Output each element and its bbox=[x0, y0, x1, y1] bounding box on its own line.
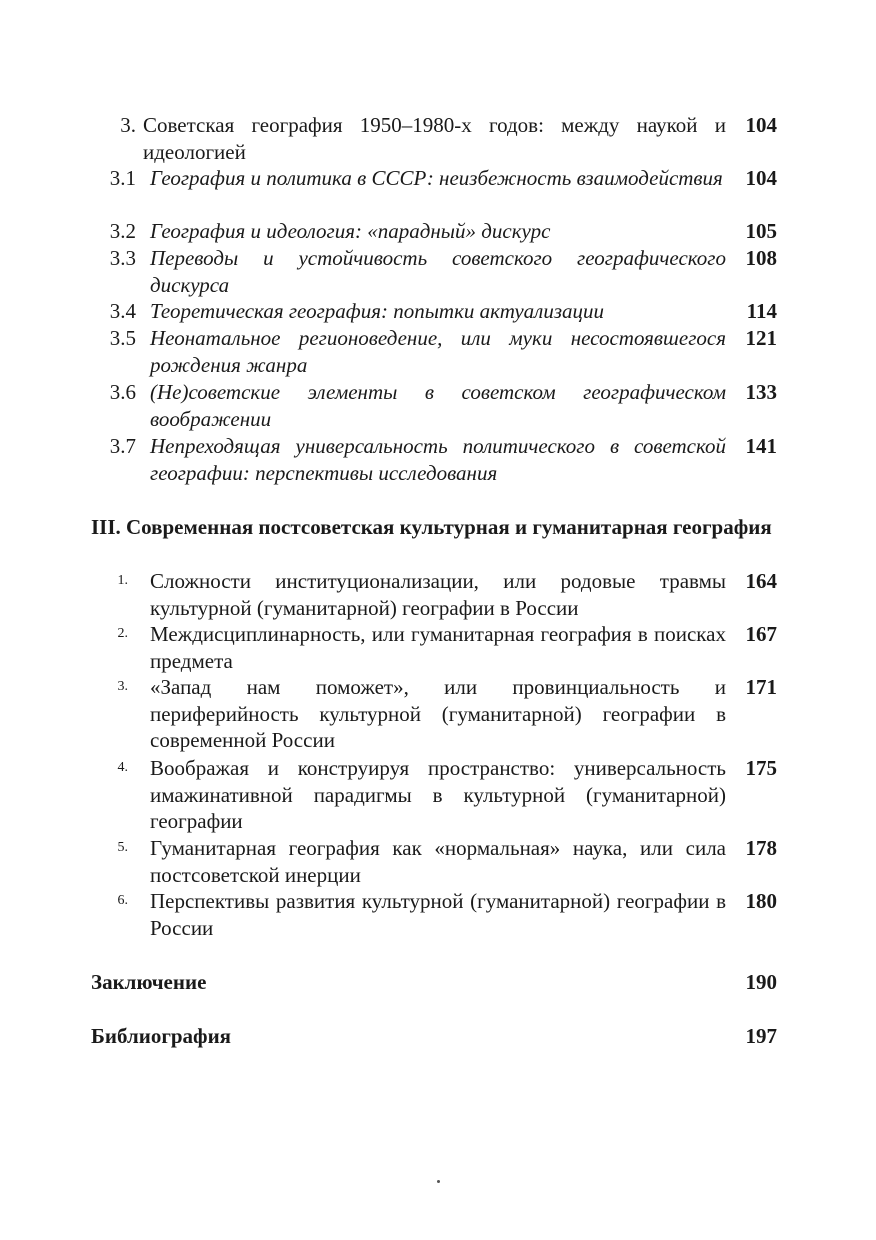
entry-page: 171 bbox=[745, 675, 777, 699]
entry-number: 4. bbox=[117, 760, 128, 775]
bibliography-page: 197 bbox=[745, 1024, 777, 1048]
entry-page: 121 bbox=[745, 326, 777, 350]
entry-number: 2. bbox=[117, 626, 128, 641]
entry-page: 175 bbox=[745, 756, 777, 780]
entry-title: Непреходящая универсальность политического в советской географии: перспективы исследования bbox=[150, 434, 726, 485]
entry-number: 3.5 bbox=[109, 326, 136, 350]
entry-title: Советская география 1950–1980-х годов: между наукой и идеологией bbox=[143, 113, 726, 164]
entry-title: Переводы и устойчивость советского географического дискурса bbox=[150, 246, 726, 297]
entry-page: 141 bbox=[745, 434, 777, 458]
entry-page: 180 bbox=[745, 889, 777, 913]
bibliography-title: Библиография bbox=[91, 1024, 232, 1048]
entry-number: 5. bbox=[117, 840, 128, 855]
entry-title: Неонатальное регионоведение, или муки несостоявшегося рождения жанра bbox=[150, 326, 726, 377]
entry-title: География и идеология: «парадный» дискурс bbox=[150, 219, 551, 243]
entry-title: География и политика в СССР: неизбежность взаимодействия bbox=[150, 166, 723, 190]
entry-page: 104 bbox=[745, 113, 777, 137]
entry-title: Сложности институционализации, или родовые травмы культурной (гуманитарной) географии в России bbox=[150, 569, 726, 620]
entry-title: (Не)советские элементы в советском географическом воображении bbox=[150, 380, 726, 431]
entry-title: Гуманитарная география как «нормальная» наука, или сила постсоветской инерции bbox=[150, 836, 726, 887]
entry-number: 1. bbox=[117, 573, 128, 588]
entry-number: 3. bbox=[120, 113, 136, 137]
section-heading: III. Современная постсоветская культурная и гуманитарная география bbox=[91, 515, 772, 539]
entry-number: 6. bbox=[117, 893, 128, 908]
entry-page: 108 bbox=[745, 246, 777, 270]
entry-title: Теоретическая география: попытки актуализации bbox=[150, 299, 605, 323]
entry-title: Перспективы развития культурной (гуманитарной) географии в России bbox=[150, 889, 726, 940]
entry-page: 105 bbox=[745, 219, 777, 243]
entry-title: Междисциплинарность, или гуманитарная география в поисках предмета bbox=[150, 622, 726, 673]
entry-number: 3.1 bbox=[109, 166, 136, 190]
entry-number: 3. bbox=[117, 679, 128, 694]
entry-page: 178 bbox=[745, 836, 777, 860]
entry-number: 3.7 bbox=[109, 434, 136, 458]
entry-number: 3.2 bbox=[109, 219, 136, 243]
entry-number: 3.6 bbox=[109, 380, 136, 404]
conclusion-page: 190 bbox=[745, 970, 777, 994]
entry-page: 114 bbox=[746, 299, 777, 323]
entry-page: 164 bbox=[745, 569, 777, 593]
entry-number: 3.4 bbox=[109, 299, 136, 323]
entry-title: Воображая и конструируя пространство: универсальность имажинативной парадигмы в культурной (гуманитарной) географии bbox=[150, 756, 726, 833]
entry-number: 3.3 bbox=[109, 246, 136, 270]
entry-title: «Запад нам поможет», или провинциальность и периферийность культурной (гуманитарной) географии в современной России bbox=[150, 675, 726, 752]
page-mark-dot bbox=[437, 1180, 440, 1183]
conclusion-title: Заключение bbox=[91, 970, 207, 994]
entry-page: 104 bbox=[745, 166, 777, 190]
entry-page: 133 bbox=[745, 380, 777, 404]
entry-page: 167 bbox=[745, 622, 777, 646]
